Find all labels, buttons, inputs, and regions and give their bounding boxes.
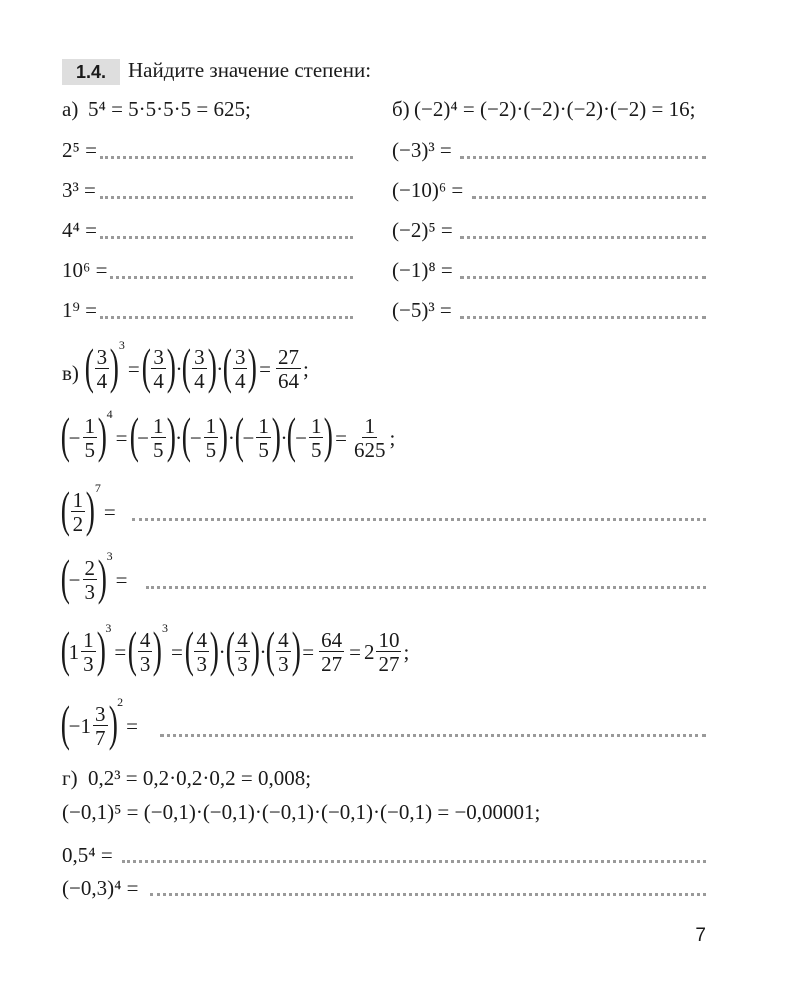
part-a-item-4: 10⁶ = — [62, 258, 108, 282]
part-b-item-4: (−1)⁸ = — [392, 258, 453, 282]
answer-line[interactable] — [460, 276, 706, 279]
answer-line[interactable] — [460, 316, 706, 319]
part-b-item-1: (−3)³ = — [392, 138, 452, 162]
answer-line[interactable] — [160, 734, 706, 737]
part-a-item-3: 4⁴ = — [62, 218, 97, 242]
answer-line[interactable] — [122, 860, 706, 863]
part-a-item-5: 1⁹ = — [62, 298, 97, 322]
part-v-item-3: ( − 1 $\frac{3}{7}$ ) 2 = — [60, 694, 138, 751]
part-a-item-2: 3³ = — [62, 178, 96, 202]
answer-line[interactable] — [146, 586, 706, 589]
answer-line[interactable] — [100, 236, 353, 239]
part-b-item-5: (−5)³ = — [392, 298, 452, 322]
part-g-item-2: (−0,3)⁴ = — [62, 876, 139, 900]
part-a-example: 5⁴ = 5·5·5·5 = 625; — [88, 97, 251, 121]
part-g-item-1: 0,5⁴ = — [62, 843, 113, 867]
part-v-example-1: ( $\frac{3}{4}$ ) 3 = ( $\frac{3}{4}$ ) · ( $\frac{3}{4}$ ) · ( $\frac{3}{4}$ ) = $\frac{27}{64}$ ; — [84, 337, 309, 394]
page-number: 7 — [695, 925, 706, 946]
part-v-label: в) — [62, 361, 79, 385]
part-a-label: а) — [62, 97, 79, 121]
part-a-item-1: 2⁵ = — [62, 138, 97, 162]
part-b-label: б) — [392, 97, 410, 121]
answer-line[interactable] — [460, 236, 706, 239]
answer-line[interactable] — [100, 156, 353, 159]
answer-line[interactable] — [460, 156, 706, 159]
part-v-example-2: ( − $\frac{1}{5}$ ) 4 = ( − $\frac{1}{5}$ ) · ( − $\frac{1}{5}$ ) · ( − $\frac{1}{5}$ ) · ( − $\frac{1}{5}$ ) = $\frac{1}{625}$ ; — [60, 406, 396, 463]
answer-line[interactable] — [150, 893, 706, 896]
part-b-item-2: (−10)⁶ = — [392, 178, 464, 202]
answer-line[interactable] — [100, 316, 353, 319]
task-title: Найдите значение степени: — [128, 58, 372, 82]
part-v-item-2: ( − $\frac{2}{3}$ ) 3 = — [60, 548, 128, 605]
part-b-item-3: (−2)⁵ = — [392, 218, 453, 242]
part-b-example: (−2)⁴ = (−2)·(−2)·(−2)·(−2) = 16; — [414, 97, 696, 121]
part-g-example-1: 0,2³ = 0,2·0,2·0,2 = 0,008; — [88, 766, 312, 790]
answer-line[interactable] — [110, 276, 353, 279]
answer-line[interactable] — [100, 196, 353, 199]
task-number: 1.4. — [62, 59, 120, 85]
answer-line[interactable] — [472, 196, 706, 199]
part-g-label: г) — [62, 766, 78, 790]
answer-line[interactable] — [132, 518, 706, 521]
part-v-example-3: ( 1 $\frac{1}{3}$ ) 3 = ( $\frac{4}{3}$ ) 3 = ( $\frac{4}{3}$ ) · ( $\frac{4}{3}$ ) · ( $\frac{4}{3}$ ) = $\frac{64}{27}$ = 2 $\frac{10}{27}$ ; — [60, 620, 410, 677]
part-g-example-2: (−0,1)⁵ = (−0,1)·(−0,1)·(−0,1)·(−0,1)·(−0,1) = −0,00001; — [62, 800, 541, 824]
part-v-item-1: ( $\frac{1}{2}$ ) 7 = — [60, 480, 116, 537]
